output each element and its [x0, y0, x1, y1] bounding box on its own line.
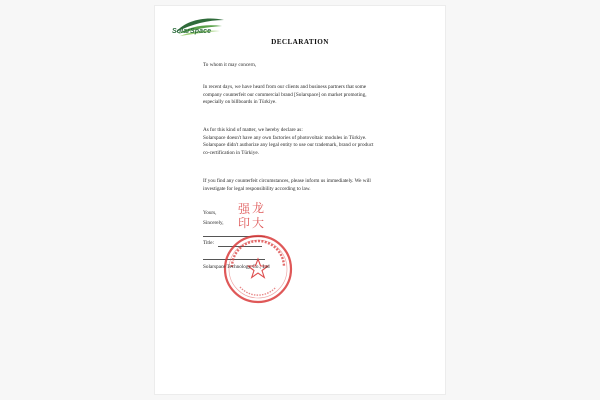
title-label: Title: [203, 240, 215, 246]
closing-sincerely: Sincerely, [203, 220, 224, 226]
seal-char: 强 [238, 202, 251, 216]
company-name: Solarspace Technology Co., Ltd [203, 264, 270, 270]
paragraph-1-line: especially on billboards in Türkiye. [203, 99, 277, 106]
paragraph-3 [203, 178, 397, 193]
paragraph-2-line: As for this kind of matter, we hereby declare as: [203, 127, 303, 133]
paragraph-3-line: investigate for legal responsibility according to law. [203, 185, 311, 192]
document-title: DECLARATION [271, 38, 329, 46]
paragraph-1 [203, 84, 397, 107]
paragraph-2 [203, 127, 397, 157]
paragraph-3-line: If you find any counterfeit circumstances, please inform us immediately. We will [203, 178, 371, 184]
name-seal [238, 203, 270, 235]
paragraph-2-line: Solarspace doesn't have any own factories of photovoltaic modules in Türkiye. [203, 134, 367, 141]
paragraph-2-line: co-certification in Türkiye. [203, 149, 259, 156]
document-page [155, 6, 445, 394]
seal-char: 印 [238, 216, 251, 230]
logo-wordmark: SolarSpace [172, 28, 212, 35]
paragraph-1-line: In recent days, we have heard from our clients and business partners that some [203, 84, 367, 90]
seal-char: 大 [252, 216, 265, 230]
salutation: To whom it may concern, [203, 62, 257, 68]
paragraph-1-line: company counterfeit our commercial brand [Solarspace] on market promoting, [203, 91, 367, 98]
paragraph-2-line: Solarspace didn't authorize any legal entity to use our trademark, brand or product [203, 142, 374, 149]
seal-char: 龙 [252, 201, 265, 215]
closing-yours: Yours, [203, 210, 217, 216]
